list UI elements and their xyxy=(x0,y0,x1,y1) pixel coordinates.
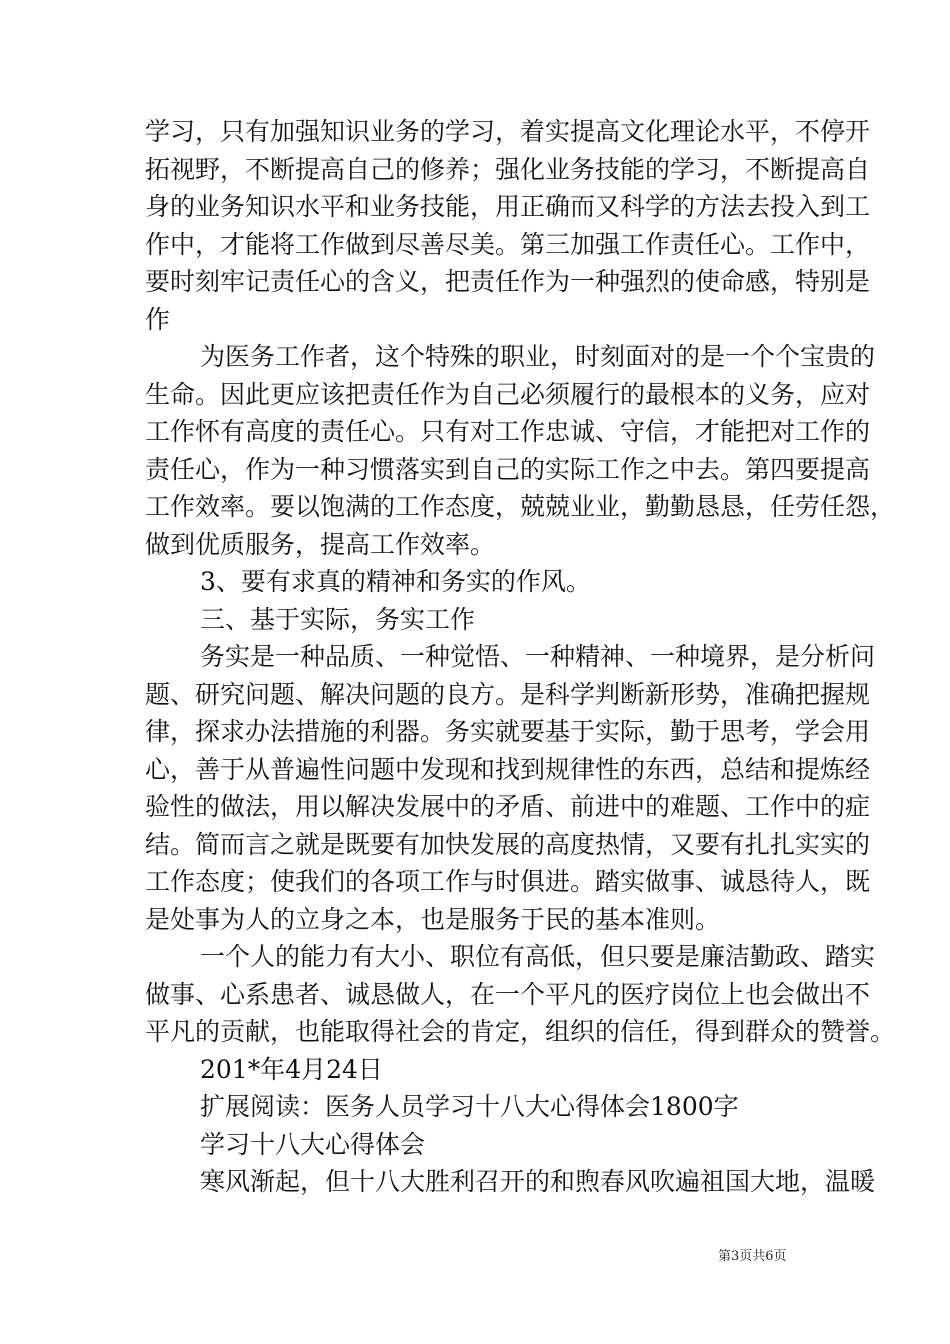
text-line: 生命。因此更应该把责任作为自己必须履行的最根本的义务，应对 xyxy=(145,379,871,409)
section-heading: 三、基于实际，务实工作 xyxy=(200,604,476,634)
paragraph-start-line: 一个人的能力有大小、职位有高低，但只要是廉洁勤政、踏实 xyxy=(200,942,876,971)
paragraph-start-line: 寒风渐起，但十八大胜利召开的和煦春风吹遍祖国大地，温暖 xyxy=(200,1167,876,1196)
text-line: 做事、心系患者、诚恳做人，在一个平凡的医疗岗位上也会做出不 xyxy=(145,979,871,1009)
page-number: 第3页共6页 xyxy=(718,1249,787,1264)
paragraph-start-line: 为医务工作者，这个特殊的职业，时刻面对的是一个个宝贵的 xyxy=(200,342,876,371)
date-line: 201*年4月24日 xyxy=(200,1054,383,1084)
text-line: 工作怀有高度的责任心。只有对工作忠诚、守信，才能把对工作的 xyxy=(145,417,871,446)
paragraph-start-line: 务实是一种品质、一种觉悟、一种精神、一种境界，是分析问 xyxy=(200,642,876,671)
text-line: 验性的做法，用以解决发展中的矛盾、前进中的难题、工作中的症 xyxy=(145,792,871,821)
text-line: 做到优质服务，提高工作效率。 xyxy=(145,529,496,559)
text-line: 是处事为人的立身之本，也是服务于民的基本准则。 xyxy=(145,904,721,934)
text-line: 身的业务知识水平和业务技能，用正确而又科学的方法去投入到工 xyxy=(145,192,871,221)
text-line: 工作态度；使我们的各项工作与时俱进。踏实做事、诚恳待人，既 xyxy=(145,867,871,896)
article-title: 学习十八大心得体会 xyxy=(200,1129,426,1159)
extended-reading-title: 扩展阅读：医务人员学习十八大心得体会1800字 xyxy=(200,1092,739,1121)
text-line: 心，善于从普遍性问题中发现和找到规律性的东西，总结和提炼经 xyxy=(145,754,871,784)
text-line: 平凡的贡献，也能取得社会的肯定，组织的信任，得到群众的赞誉。 xyxy=(145,1017,896,1046)
text-line: 工作效率。要以饱满的工作态度，兢兢业业，勤勤恳恳，任劳任怨， xyxy=(145,492,896,521)
text-line: 律，探求办法措施的利器。务实就要基于实际，勤于思考，学会用 xyxy=(145,717,871,746)
text-line: 要时刻牢记责任心的含义，把责任作为一种强烈的使命感，特别是 xyxy=(145,267,871,296)
text-line: 结。简而言之就是既要有加快发展的高度热情，又要有扎扎实实的 xyxy=(145,829,871,859)
text-line: 作中，才能将工作做到尽善尽美。第三加强工作责任心。工作中， xyxy=(145,229,871,259)
text-line: 拓视野，不断提高自己的修养；强化业务技能的学习，不断提高自 xyxy=(145,154,871,184)
text-line: 题、研究问题、解决问题的良方。是科学判断新形势，准确把握规 xyxy=(145,679,871,709)
numbered-point: 3、要有求真的精神和务实的作风。 xyxy=(200,567,591,596)
document-body xyxy=(145,113,896,1201)
text-line: 责任心，作为一种习惯落实到自己的实际工作之中去。第四要提高 xyxy=(145,454,871,484)
text-line: 学习，只有加强知识业务的学习，着实提高文化理论水平，不停开 xyxy=(145,117,871,146)
text-line: 作 xyxy=(145,304,171,334)
